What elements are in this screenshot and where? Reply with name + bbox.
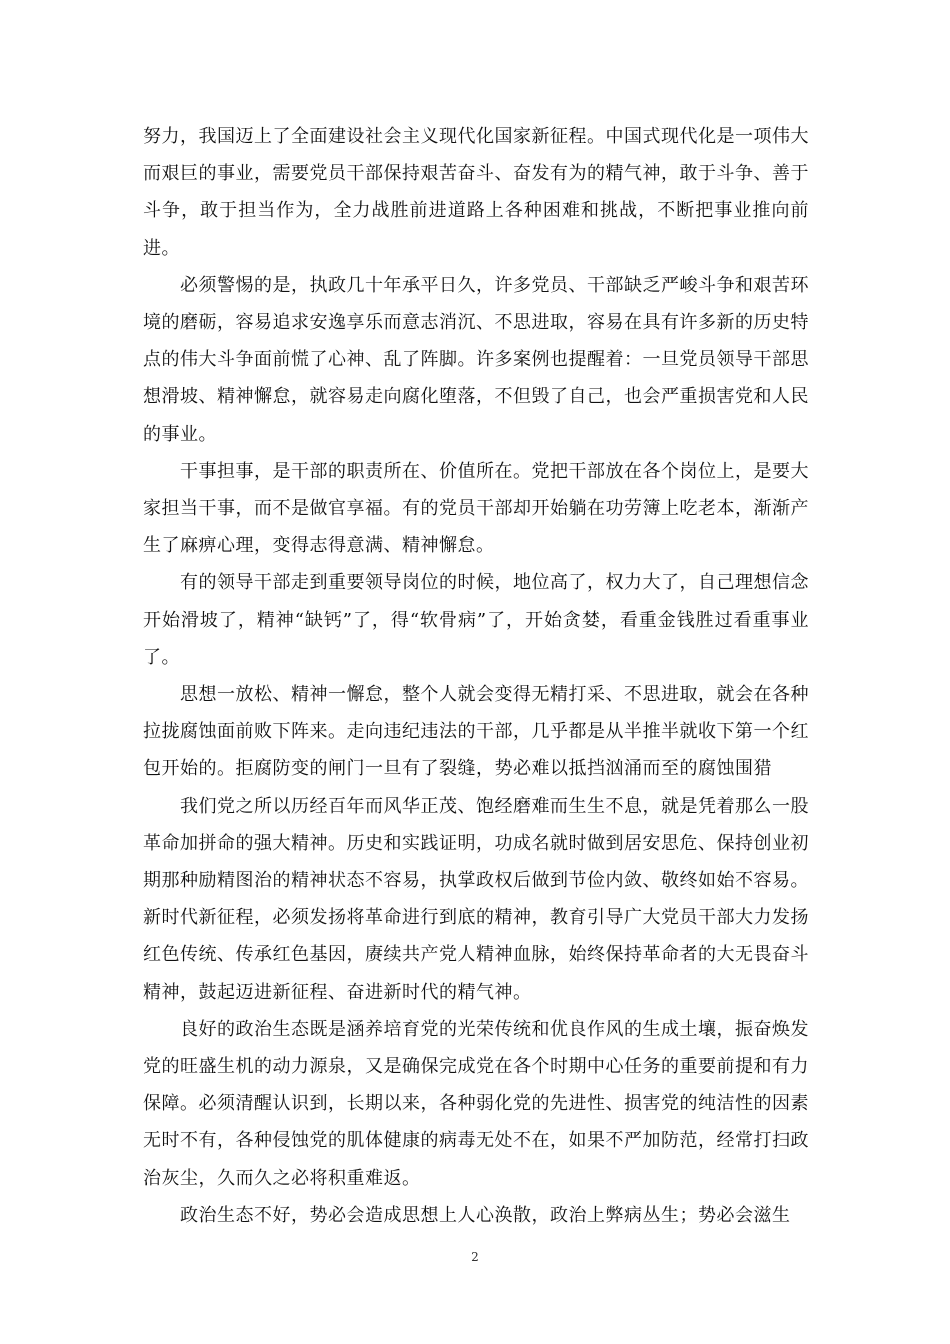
- paragraph-1: 努力，我国迈上了全面建设社会主义现代化国家新征程。中国式现代化是一项伟大而艰巨的事业，需要党员干部保持艰苦奋斗、奋发有为的精气神，敢于斗争、善于斗争，敢于担当作为，全力战胜前进道路上各种困难和挑战，不断把事业推向前进。: [143, 126, 809, 259]
- page-number: 2: [471, 1250, 479, 1264]
- paragraph-7: 良好的政治生态既是涵养培育党的光荣传统和优良作风的生成土壤，振奋焕发党的旺盛生机的动力源泉，又是确保完成党在各个时期中心任务的重要前提和有力保障。必须清醒认识到，长期以来，各种弱化党的先进性、损害党的纯洁性的因素无时不有，各种侵蚀党的肌体健康的病毒无处不在，如果不严加防范，经常打扫政治灰尘，久而久之必将积重难返。: [143, 1018, 809, 1189]
- document-body: [143, 118, 809, 1234]
- paragraph-5: 思想一放松、精神一懈怠，整个人就会变得无精打采、不思进取，就会在各种拉拢腐蚀面前败下阵来。走向违纪违法的干部，几乎都是从半推半就收下第一个红包开始的。拒腐防变的闸门一旦有了裂缝，势必难以抵挡汹涌而至的腐蚀围猎: [143, 684, 809, 780]
- paragraph-3: 干事担事，是干部的职责所在、价值所在。党把干部放在各个岗位上，是要大家担当干事，而不是做官享福。有的党员干部却开始躺在功劳簿上吃老本，渐渐产生了麻痹心理，变得志得意满、精神懈怠。: [143, 460, 809, 557]
- paragraph-6: 我们党之所以历经百年而风华正茂、饱经磨难而生生不息，就是凭着那么一股革命加拼命的强大精神。历史和实践证明，功成名就时做到居安思危、保持创业初期那种励精图治的精神状态不容易，执掌政权后做到节俭内敛、敬终如始不容易。新时代新征程，必须发扬将革命进行到底的精神，教育引导广大党员干部大力发扬红色传统、传承红色基因，赓续共产党人精神血脉，始终保持革命者的大无畏奋斗精神，鼓起迈进新征程、奋进新时代的精气神。: [143, 795, 809, 1003]
- paragraph-4: 有的领导干部走到重要领导岗位的时候，地位高了，权力大了，自己理想信念开始滑坡了，精神“缺钙”了，得“软骨病”了，开始贪婪，看重金钱胜过看重事业了。: [143, 572, 809, 668]
- paragraph-2: 必须警惕的是，执政几十年承平日久，许多党员、干部缺乏严峻斗争和艰苦环境的磨砺，容易追求安逸享乐而意志消沉、不思进取，容易在具有许多新的历史特点的伟大斗争面前慌了心神、乱了阵脚。许多案例也提醒着：一旦党员领导干部思想滑坡、精神懈怠，就容易走向腐化堕落，不但毁了自己，也会严重损害党和人民的事业。: [143, 274, 809, 445]
- paragraph-8: 政治生态不好，势必会造成思想上人心涣散，政治上弊病丛生；势必会滋生: [180, 1204, 791, 1226]
